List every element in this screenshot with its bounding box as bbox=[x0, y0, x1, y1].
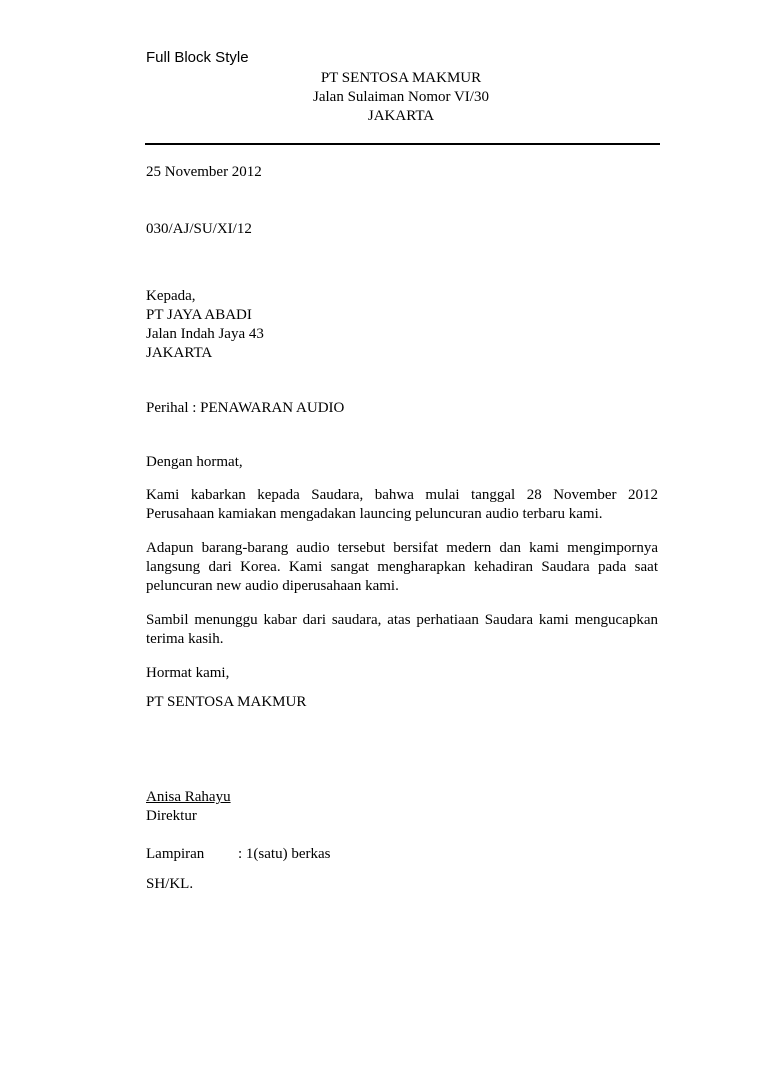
attachment-value: : 1(satu) berkas bbox=[238, 846, 331, 862]
attachment-label: Lampiran bbox=[146, 846, 205, 862]
paragraph-1 bbox=[146, 486, 658, 524]
paragraph-2-line-1: Adapun barang-barang audio tersebut bersifat medern dan kami mengimpornya bbox=[146, 540, 658, 556]
attachment-line bbox=[146, 845, 330, 864]
letterhead-company: PT SENTOSA MAKMUR bbox=[320, 70, 482, 86]
subject-line: Perihal : PENAWARAN AUDIO bbox=[146, 400, 345, 416]
recipient-name: PT JAYA ABADI bbox=[146, 307, 252, 323]
closing: Hormat kami, bbox=[146, 665, 230, 681]
recipient-salutation: Kepada, bbox=[146, 288, 196, 304]
initials: SH/KL. bbox=[146, 876, 194, 892]
reference-number: 030/AJ/SU/XI/12 bbox=[146, 221, 252, 237]
greeting: Dengan hormat, bbox=[146, 454, 243, 470]
letterhead bbox=[290, 69, 512, 126]
paragraph-2 bbox=[146, 539, 658, 596]
recipient-city: JAKARTA bbox=[146, 345, 213, 361]
recipient-address: Jalan Indah Jaya 43 bbox=[146, 326, 264, 342]
paragraph-3-line-1: Sambil menunggu kabar dari saudara, atas perhatiaan Saudara kami mengucapkan bbox=[146, 612, 658, 628]
letterhead-city: JAKARTA bbox=[367, 108, 435, 124]
signer-title: Direktur bbox=[146, 808, 197, 824]
paragraph-1-line-1: Kami kabarkan kepada Saudara, bahwa mulai tanggal 28 November 2012 bbox=[146, 487, 658, 503]
letterhead-address: Jalan Sulaiman Nomor VI/30 bbox=[313, 89, 489, 105]
paragraph-2-line-2: langsung dari Korea. Kami sangat mengharapkan kehadiran Saudara pada saat bbox=[146, 559, 658, 575]
paragraph-1-line-2: Perusahaan kamiakan mengadakan launcing peluncuran audio terbaru kami. bbox=[146, 506, 603, 522]
signer-block bbox=[146, 788, 658, 826]
recipient-block bbox=[146, 287, 658, 363]
sender-company: PT SENTOSA MAKMUR bbox=[146, 694, 307, 710]
paragraph-3 bbox=[146, 611, 658, 649]
letterhead-divider bbox=[145, 143, 660, 145]
paragraph-3-line-2: terima kasih. bbox=[146, 631, 224, 647]
signer-name: Anisa Rahayu bbox=[146, 789, 231, 805]
letter-date: 25 November 2012 bbox=[146, 164, 262, 180]
paragraph-2-line-3: peluncuran new audio diperusahaan kami. bbox=[146, 578, 399, 594]
document-style-label: Full Block Style bbox=[146, 49, 249, 66]
